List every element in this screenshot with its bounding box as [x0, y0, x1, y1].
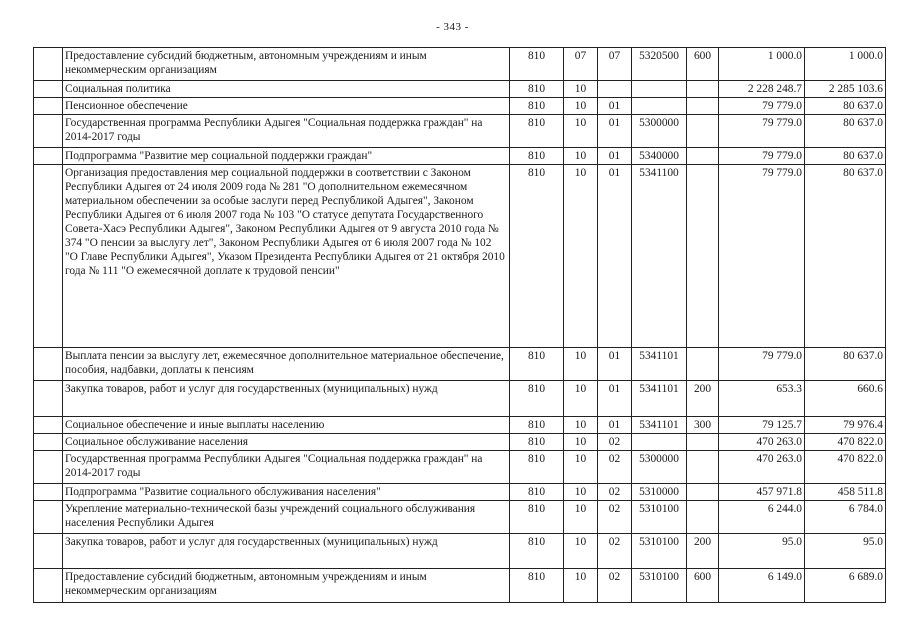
cell-amount-1: 653.3 [719, 381, 805, 417]
cell-amount-1: 6 244.0 [719, 501, 805, 534]
cell-target-article [632, 98, 687, 115]
cell-subsection: 02 [598, 501, 632, 534]
cell-blank [34, 501, 63, 534]
cell-subsection: 01 [598, 381, 632, 417]
cell-name: Социальное обеспечение и иные выплаты населению [63, 417, 510, 434]
cell-ministry-code: 810 [510, 348, 564, 381]
cell-blank [34, 534, 63, 569]
table-row [34, 115, 886, 148]
cell-section: 10 [564, 451, 598, 484]
cell-ministry-code: 810 [510, 534, 564, 569]
cell-section: 10 [564, 81, 598, 98]
table-row [34, 98, 886, 115]
cell-expense-type: 600 [687, 569, 719, 603]
cell-target-article: 5310100 [632, 534, 687, 569]
cell-section: 10 [564, 148, 598, 165]
cell-target-article: 5341101 [632, 381, 687, 417]
cell-expense-type [687, 451, 719, 484]
table-row [34, 534, 886, 569]
cell-expense-type [687, 501, 719, 534]
cell-target-article: 5300000 [632, 451, 687, 484]
cell-amount-2: 2 285 103.6 [805, 81, 886, 98]
cell-amount-1: 79 125.7 [719, 417, 805, 434]
cell-amount-1: 470 263.0 [719, 434, 805, 451]
cell-ministry-code: 810 [510, 569, 564, 603]
cell-expense-type: 200 [687, 381, 719, 417]
cell-ministry-code: 810 [510, 501, 564, 534]
cell-amount-2: 95.0 [805, 534, 886, 569]
cell-subsection: 01 [598, 98, 632, 115]
cell-target-article: 5310100 [632, 501, 687, 534]
cell-expense-type [687, 81, 719, 98]
cell-amount-1: 2 228 248.7 [719, 81, 805, 98]
table-row [34, 348, 886, 381]
page-number: - 343 - [436, 21, 469, 33]
cell-ministry-code: 810 [510, 81, 564, 98]
cell-expense-type [687, 115, 719, 148]
cell-subsection: 02 [598, 569, 632, 603]
cell-expense-type [687, 484, 719, 501]
cell-target-article: 5341101 [632, 417, 687, 434]
cell-expense-type [687, 165, 719, 348]
cell-ministry-code: 810 [510, 417, 564, 434]
cell-section: 10 [564, 417, 598, 434]
cell-blank [34, 484, 63, 501]
cell-amount-2: 458 511.8 [805, 484, 886, 501]
table-row [34, 451, 886, 484]
cell-blank [34, 165, 63, 348]
cell-blank [34, 148, 63, 165]
cell-subsection: 01 [598, 115, 632, 148]
cell-section: 10 [564, 569, 598, 603]
cell-blank [34, 115, 63, 148]
cell-ministry-code: 810 [510, 98, 564, 115]
cell-name: Государственная программа Республики Адыгея "Социальная поддержка граждан" на 2014-2017 годы [63, 115, 510, 148]
cell-amount-1: 79 779.0 [719, 115, 805, 148]
table-row [34, 501, 886, 534]
cell-section: 10 [564, 484, 598, 501]
cell-amount-2: 80 637.0 [805, 115, 886, 148]
cell-amount-2: 80 637.0 [805, 148, 886, 165]
cell-blank [34, 381, 63, 417]
cell-amount-1: 79 779.0 [719, 98, 805, 115]
table-row [34, 417, 886, 434]
cell-amount-2: 79 976.4 [805, 417, 886, 434]
cell-amount-1: 79 779.0 [719, 148, 805, 165]
table-row [34, 569, 886, 603]
cell-amount-2: 80 637.0 [805, 165, 886, 348]
cell-ministry-code: 810 [510, 148, 564, 165]
cell-section: 10 [564, 115, 598, 148]
table-row [34, 434, 886, 451]
cell-blank [34, 98, 63, 115]
cell-section: 10 [564, 348, 598, 381]
cell-amount-1: 79 779.0 [719, 165, 805, 348]
cell-blank [34, 434, 63, 451]
cell-subsection: 07 [598, 48, 632, 81]
cell-target-article: 5310000 [632, 484, 687, 501]
cell-name: Подпрограмма "Развитие социального обслуживания населения" [63, 484, 510, 501]
cell-expense-type [687, 98, 719, 115]
cell-expense-type [687, 434, 719, 451]
cell-target-article: 5300000 [632, 115, 687, 148]
cell-amount-1: 79 779.0 [719, 348, 805, 381]
cell-ministry-code: 810 [510, 484, 564, 501]
cell-amount-2: 470 822.0 [805, 434, 886, 451]
cell-amount-2: 660.6 [805, 381, 886, 417]
cell-subsection: 02 [598, 451, 632, 484]
cell-section: 10 [564, 501, 598, 534]
cell-target-article [632, 81, 687, 98]
cell-subsection: 01 [598, 348, 632, 381]
cell-expense-type: 200 [687, 534, 719, 569]
cell-subsection: 02 [598, 434, 632, 451]
cell-ministry-code: 810 [510, 115, 564, 148]
cell-target-article [632, 434, 687, 451]
cell-blank [34, 451, 63, 484]
cell-blank [34, 48, 63, 81]
cell-amount-1: 470 263.0 [719, 451, 805, 484]
cell-expense-type: 600 [687, 48, 719, 81]
cell-ministry-code: 810 [510, 434, 564, 451]
cell-subsection: 01 [598, 165, 632, 348]
cell-subsection: 02 [598, 534, 632, 569]
cell-name: Пенсионное обеспечение [63, 98, 510, 115]
cell-section: 10 [564, 534, 598, 569]
cell-section: 10 [564, 434, 598, 451]
cell-section: 10 [564, 381, 598, 417]
table-row [34, 381, 886, 417]
cell-subsection: 01 [598, 417, 632, 434]
cell-blank [34, 569, 63, 603]
cell-section: 10 [564, 165, 598, 348]
cell-amount-1: 1 000.0 [719, 48, 805, 81]
cell-target-article: 5320500 [632, 48, 687, 81]
cell-amount-1: 457 971.8 [719, 484, 805, 501]
cell-name: Предоставление субсидий бюджетным, автономным учреждениям и иным некоммерческим организациям [63, 48, 510, 81]
cell-name: Выплата пенсии за выслугу лет, ежемесячное дополнительное материальное обеспечение, пособия, надбавки, доплаты к пенсиям [63, 348, 510, 381]
cell-amount-1: 6 149.0 [719, 569, 805, 603]
cell-ministry-code: 810 [510, 165, 564, 348]
cell-target-article: 5341101 [632, 348, 687, 381]
table-row [34, 484, 886, 501]
cell-amount-2: 80 637.0 [805, 348, 886, 381]
cell-target-article: 5310100 [632, 569, 687, 603]
cell-name: Укрепление материально-технической базы учреждений социального обслуживания населения Республики Адыгея [63, 501, 510, 534]
cell-amount-2: 470 822.0 [805, 451, 886, 484]
cell-subsection [598, 81, 632, 98]
cell-blank [34, 81, 63, 98]
cell-name: Государственная программа Республики Адыгея "Социальная поддержка граждан" на 2014-2017 годы [63, 451, 510, 484]
cell-expense-type [687, 348, 719, 381]
cell-expense-type: 300 [687, 417, 719, 434]
cell-ministry-code: 810 [510, 381, 564, 417]
table-row [34, 148, 886, 165]
cell-name: Социальная политика [63, 81, 510, 98]
table-row [34, 165, 886, 348]
cell-amount-2: 1 000.0 [805, 48, 886, 81]
cell-target-article: 5340000 [632, 148, 687, 165]
cell-name: Закупка товаров, работ и услуг для государственных (муниципальных) нужд [63, 381, 510, 417]
table-body [34, 48, 886, 603]
table-row [34, 81, 886, 98]
cell-expense-type [687, 148, 719, 165]
cell-subsection: 02 [598, 484, 632, 501]
cell-section: 07 [564, 48, 598, 81]
cell-name: Социальное обслуживание населения [63, 434, 510, 451]
cell-amount-2: 6 689.0 [805, 569, 886, 603]
cell-amount-2: 6 784.0 [805, 501, 886, 534]
cell-blank [34, 417, 63, 434]
cell-target-article: 5341100 [632, 165, 687, 348]
cell-blank [34, 348, 63, 381]
cell-name: Организация предоставления мер социальной поддержки в соответствии с Законом Республики Адыгея от 24 июля 2009 года № 281 "О дополнительном ежемесячном материальном обеспечении за особые заслуги перед Республикой Адыгея", Законом Республики Адыгея от 6 июля 2007 года № 103 "О статусе депутата Государственного Совета-Хасэ Республики Адыгея", Законом Республики Адыгея от 9 августа 2010 года № 374 "О пенсии за выслугу лет", Законом Республики Адыгея от 6 июля 2007 года № 102 "О Главе Республики Адыгея", Указом Президента Республики Адыгея от 21 октября 2010 года № 111 "О ежемесячной доплате к трудовой пенсии" [63, 165, 510, 348]
cell-name: Закупка товаров, работ и услуг для государственных (муниципальных) нужд [63, 534, 510, 569]
cell-amount-2: 80 637.0 [805, 98, 886, 115]
budget-table [33, 47, 886, 603]
cell-name: Подпрограмма "Развитие мер социальной поддержки граждан" [63, 148, 510, 165]
table-row [34, 48, 886, 81]
cell-name: Предоставление субсидий бюджетным, автономным учреждениям и иным некоммерческим организациям [63, 569, 510, 603]
cell-ministry-code: 810 [510, 48, 564, 81]
cell-ministry-code: 810 [510, 451, 564, 484]
cell-section: 10 [564, 98, 598, 115]
cell-amount-1: 95.0 [719, 534, 805, 569]
cell-subsection: 01 [598, 148, 632, 165]
